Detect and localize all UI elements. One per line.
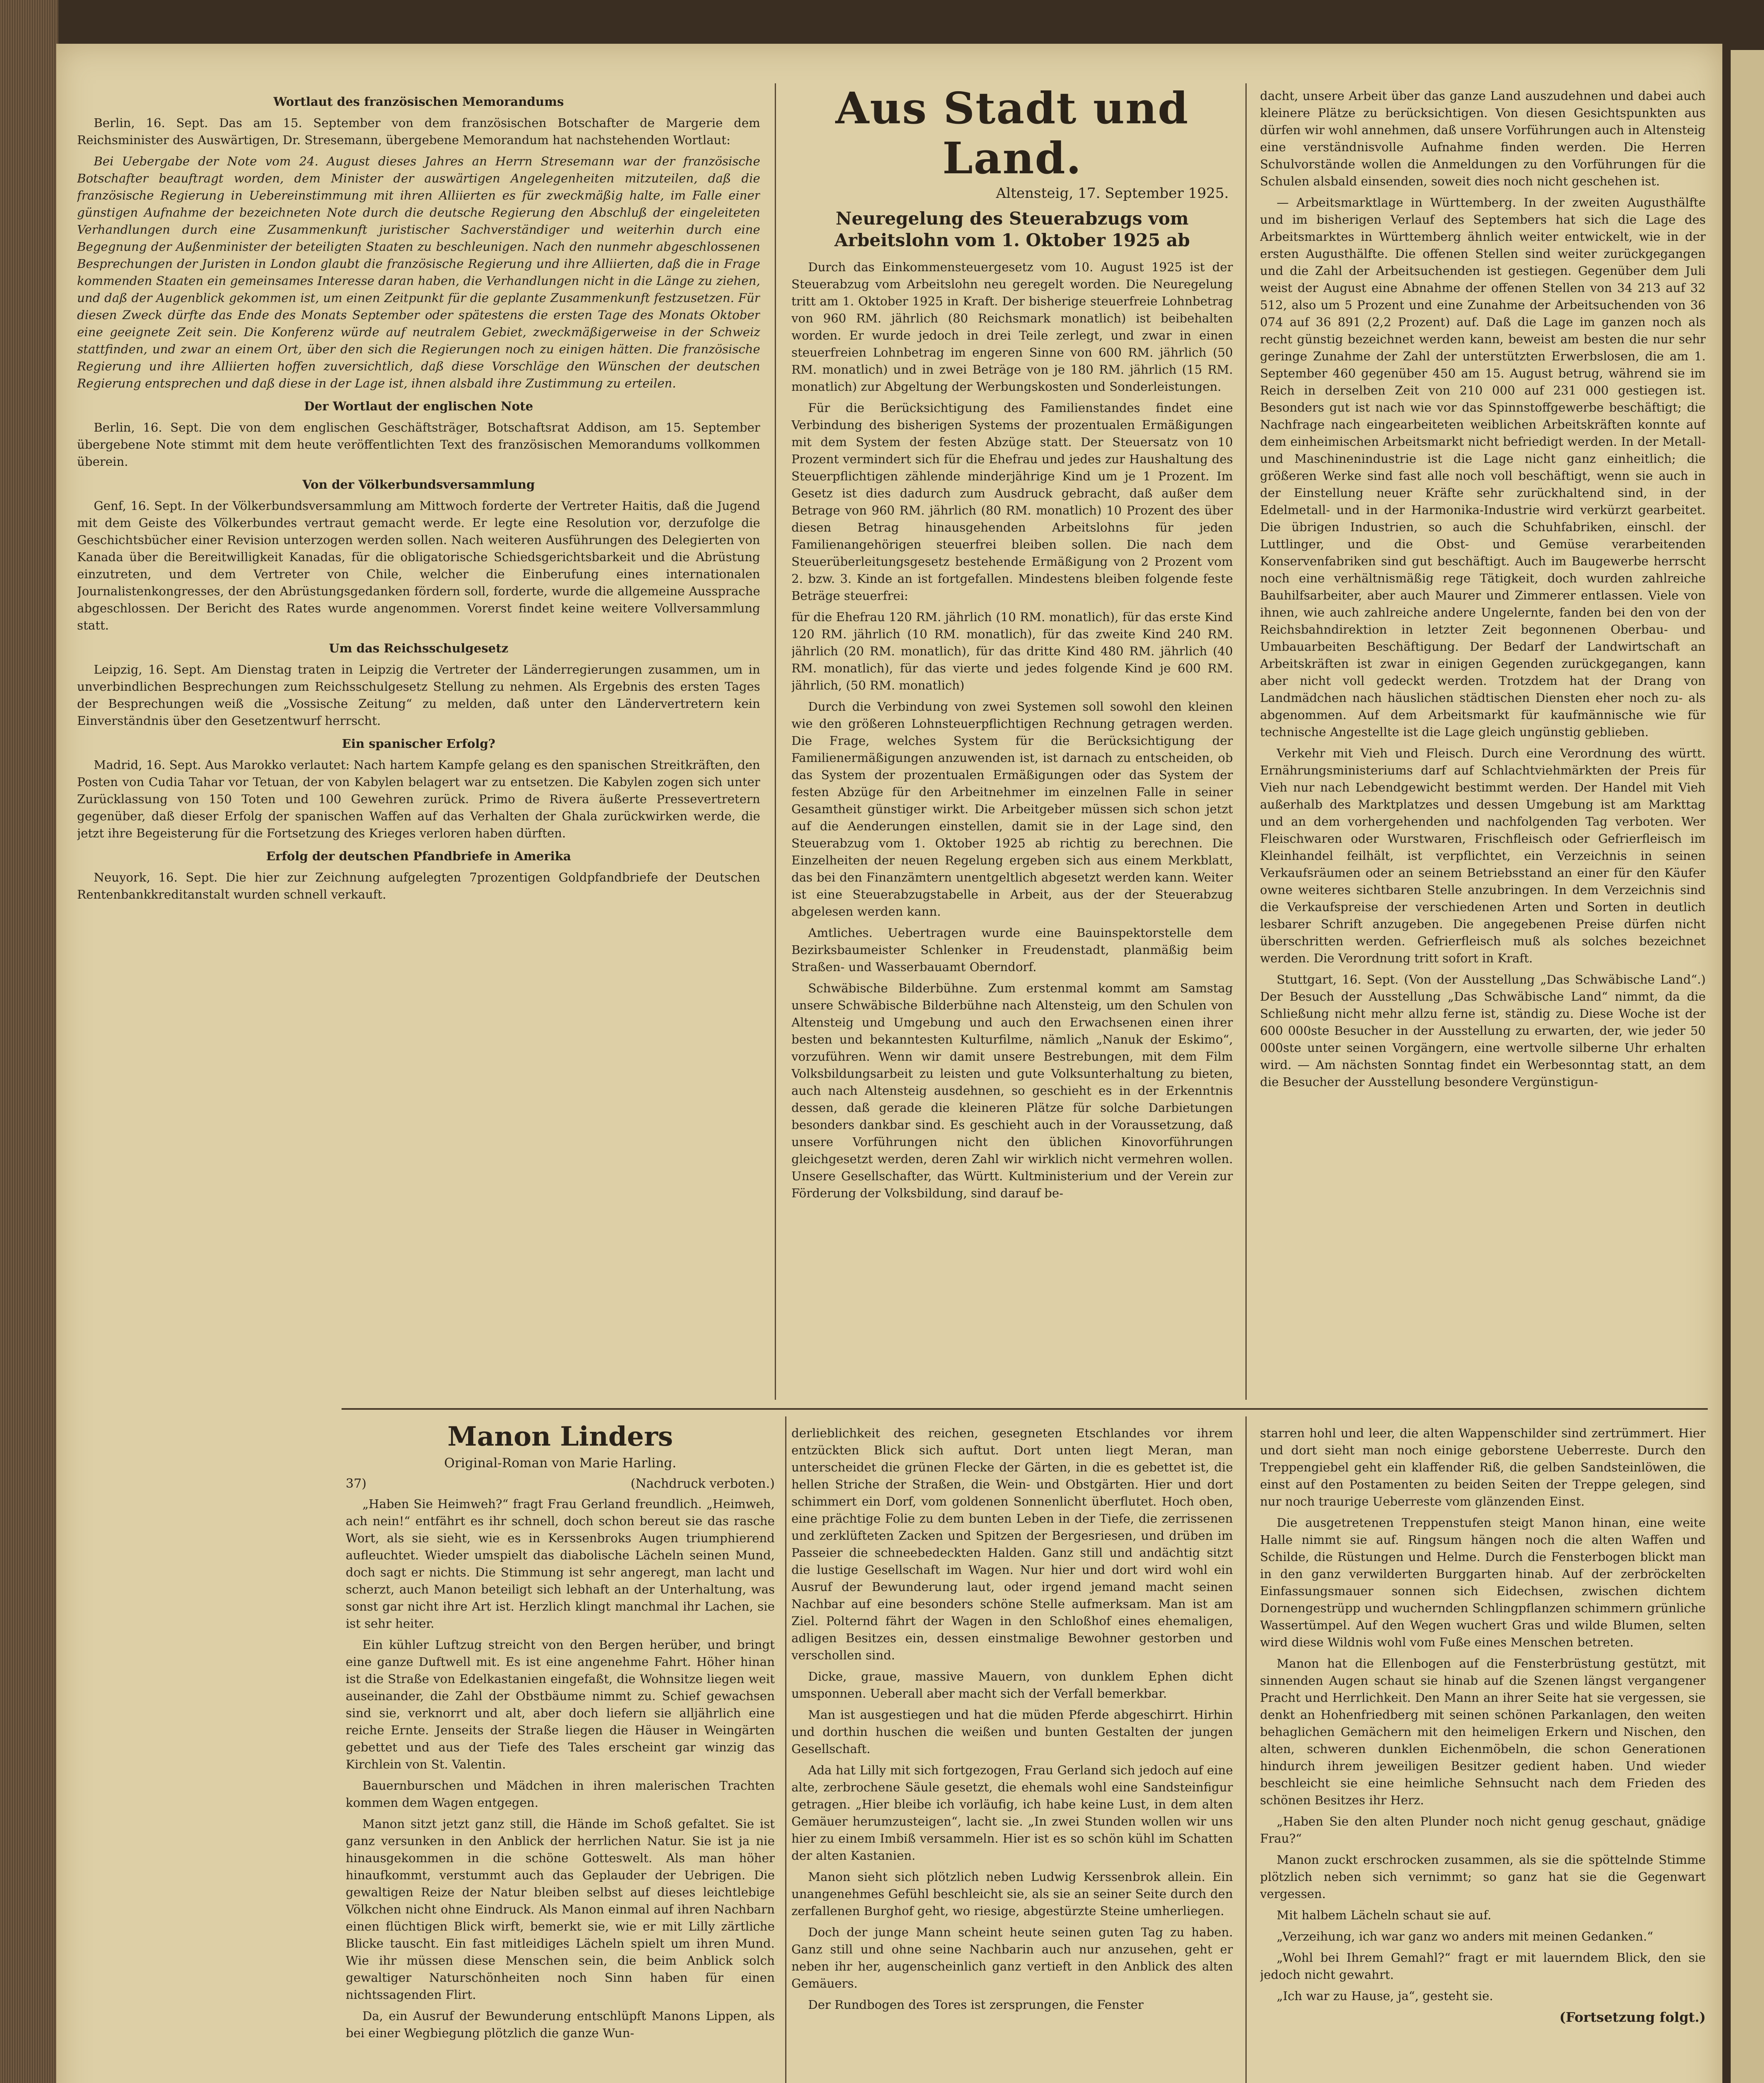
novel-paragraph: Ein kühler Luftzug streicht von den Bergen herüber, und bringt eine ganze Duftwell mit. Es ist eine angenehme Fahrt. Höher hinan ist die Straße von Edelkastanien eingefaßt, die Wohnsitze liegen weit auseinander, die Zahl der Obstbäume nimmt zu. Schief gewachsen sind sie, verknorrt und alt, aber doch liefern sie alljährlich eine reiche Ernte. Jenseits der Straße liegen die Häuser in Weingärten gebettet und aus der Tiefe des Tales erscheint gar winzig das Kirchlein von St. Valentin.: [346, 1638, 775, 1771]
section-masthead: Aus Stadt und Land.: [835, 83, 1189, 184]
article-paragraph: Schwäbische Bilderbühne. Zum erstenmal kommt am Samstag unsere Schwäbische Bilderbühne nach Altensteig, um den Schulen von Altensteig und Umgebung und auch den Erwachsenen einen ihrer besten und bekanntesten Kulturfilme, nämlich „Nanuk der Eskimo“, vorzuführen. Wenn wir damit unsere Bestrebungen, mit dem Film Volksbildungsarbeit zu leisten und gute Volksunterhaltung zu bieten, auch nach Altensteig ausdehnen, so geschieht es in der Erkenntnis dessen, daß gerade die kleineren Plätze für solche Darbietungen besonders dankbar sind. Es geschieht auch in der Voraussetzung, daß unsere Vorführungen nicht den üblichen Kinovorführungen gleichgesetzt werden, deren Zahl wir wirklich nicht vermehren wollen. Unsere Gesellschafter, das Württ. Kultministerium und der Verein zur Förderung der Volksbildung, sind darauf be-: [791, 981, 1233, 1200]
novel-column-1: [346, 1421, 775, 2083]
dateline: Altensteig, 17. September 1925.: [996, 185, 1229, 202]
article-paragraph: Bei Uebergabe der Note vom 24. August dieses Jahres an Herrn Stresemann war der französische Botschafter beauftragt worden, dem Minister der auswärtigen Angelegenheiten mitzuteilen, daß die französische Regierung in Uebereinstimmung mit ihren Alliierten es für zweckmäßig halte, im Falle einer günstigen Aufnahme der bezeichneten Note durch die deutsche Regierung den Abschluß der eingeleiteten Verhandlungen durch eine Zusammenkunft juristischer Sachverständiger und weiterhin durch eine Begegnung der Außenminister der beteiligten Staaten zu beschleunigen. Nach den nunmehr abgeschlossenen Besprechungen der Juristen in London glaubt die französische Regierung und ihre Alliierten, daß die in Frage kommenden Staaten ein gemeinsames Interesse daran haben, die Verhandlungen nicht in die Länge zu ziehen, und daß der Augenblick gekommen ist, um einen Zeitpunkt für die geplante Zusammenkunft festzusetzen. Für diesen Zweck dürfte das Ende des Monats September oder spätestens die ersten Tage des Monats Oktober eine geeignete Zeit sein. Die Konferenz würde auf neutralem Gebiet, zweckmäßigerweise in der Schweiz stattfinden, und zwar an einem Ort, über den sich die Regierungen noch zu einigen hätten. Die französische Regierung und ihre Alliierten hoffen zuversichtlich, daß diese Vorschläge den Wünschen der deutschen Regierung entsprechen und daß diese in der Lage ist, ihnen alsbald ihre Zustimmung zu erteilen.: [77, 154, 760, 390]
section-heading: Erfolg der deutschen Pfandbriefe in Amerika: [266, 849, 571, 863]
novel-paragraph: Mit halbem Lächeln schaut sie auf.: [1277, 1908, 1492, 1922]
article-title: Neuregelung des Steuerabzugs vom Arbeitslohn vom 1. Oktober 1925 ab: [834, 208, 1190, 250]
next-page-edge: [1731, 50, 1764, 2083]
novel-paragraph: starren hohl und leer, die alten Wappenschilder sind zertrümmert. Hier und dort sieht man noch einige geborstene Ueberreste. Durch den Treppengiebel geht ein klaffender Riß, die gelben Sandsteinlöwen, die einst auf den Postamenten zu beiden Seiten der Treppe gelegen, sind nur noch traurige Ueberreste vom glänzenden Einst.: [1260, 1426, 1706, 1509]
novel-paragraph: Manon hat die Ellenbogen auf die Fensterbrüstung gestützt, mit sinnenden Augen schaut sie hinab auf die Szenen längst vergangener Pracht und Herrlichkeit. Den Mann an ihrer Seite hat sie vergessen, sie denkt an Hohenfriedberg mit seinen schönen Parkanlagen, den weiten behaglichen Gemächern mit den heimeligen Erkern und Nischen, den alten, schweren dunklen Eichenmöbeln, die schon Generationen hindurch ihrem jeweiligen Besitzer gedient haben. Und wieder beschleicht sie eine heimliche Sehnsucht nach dem Frieden des schönen Besitzes ihr Herz.: [1260, 1656, 1706, 1807]
novel-paragraph: Doch der junge Mann scheint heute seinen guten Tag zu haben. Ganz still und ohne seine Nachbarin auch nur anzusehen, geht er neben ihr her, augenscheinlich ganz vertieft in den Anblick des alten Gemäuers.: [791, 1925, 1233, 1991]
article-paragraph: Genf, 16. Sept. In der Völkerbundsversammlung am Mittwoch forderte der Vertreter Haitis, daß die Jugend mit dem Geiste des Völkerbundes vertraut gemacht werde. Er legte eine Resolution vor, derzufolge die Geschichtsbücher einer Revision unterzogen werden sollen. Nach weiteren Ausführungen des Delegierten von Kanada über die Bereitwilligkeit Kanadas, für die obligatorische Schiedsgerichtsbarkeit und die Abrüstung einzutreten, und dem Vertreter von Chile, welcher die Einberufung eines internationalen Journalistenkongresses, der den Abrüstungsgedanken fördern soll, forderte, wurde die allgemeine Aussprache abgeschlossen. Der Bericht des Rates wurde angenommen. Vorerst findet keine weitere Vollversammlung statt.: [77, 499, 760, 632]
column-divider: [775, 83, 776, 1400]
section-heading: Ein spanischer Erfolg?: [342, 737, 496, 751]
novel-paragraph: Bauernburschen und Mädchen in ihren malerischen Trachten kommen dem Wagen entgegen.: [346, 1778, 775, 1810]
novel-paragraph: Ada hat Lilly mit sich fortgezogen, Frau Gerland sich jedoch auf eine alte, zerbrochene Säule gesetzt, die ehemals wohl eine Sandsteinfigur getragen. „Hier bleibe ich vorläufig, ich habe keine Lust, in dem alten Gemäuer herumzusteigen“, lacht sie. „In zwei Stunden wollen wir uns hier zu einem Imbiß versammeln. Hier ist es so schön kühl im Schatten der alten Kastanien.: [791, 1763, 1233, 1863]
continued-notice: (Fortsetzung folgt.): [1559, 2009, 1706, 2025]
article-paragraph: Berlin, 16. Sept. Das am 15. September von dem französischen Botschafter de Margerie dem Reichsminister des Auswärtigen, Dr. Stresemann, übergebene Memorandum hat nachstehenden Wortlaut:: [77, 116, 760, 147]
novel-column-3: [1260, 1425, 1706, 2083]
novel-paragraph: „Haben Sie Heimweh?“ fragt Frau Gerland freundlich. „Heimweh, ach nein!“ entfährt es ihr schnell, doch schon bereut sie das rasche Wort, als sie sieht, wie es in Kerssenbroks Augen triumphierend aufleuchtet. Wieder umspielt das diabolische Lächeln seinen Mund, doch sagt er nichts. Die Stimmung ist sehr angeregt, man lacht und scherzt, auch Manon beteiligt sich lebhaft an der Unterhaltung, was sonst gar nicht ihre Art ist. Herzlich klingt manchmal ihr Lachen, sie ist sehr heiter.: [346, 1497, 775, 1631]
novel-paragraph: „Ich war zu Hause, ja“, gesteht sie.: [1277, 1989, 1493, 2003]
column-divider: [1245, 1416, 1247, 2083]
episode-line: [346, 1475, 775, 1492]
article-paragraph: Stuttgart, 16. Sept. (Von der Ausstellung „Das Schwäbische Land“.) Der Besuch der Ausstellung „Das Schwäbische Land“ nimmt, da die Schließung nicht mehr allzu ferne ist, ständig zu. Diese Woche ist der 600 000ste Besucher in der Ausstellung zu erwarten, der, wie jeder 50 000ste unter seinen Vorgängern, eine wertvolle silberne Uhr erhalten wird. — Am nächsten Sonntag findet ein Werbesonntag statt, an dem die Besucher der Ausstellung besondere Vergünstigun-: [1260, 972, 1706, 1089]
novel-paragraph: Der Rundbogen des Tores ist zersprungen, die Fenster: [808, 1998, 1144, 2012]
reprint-notice: (Nachdruck verboten.): [630, 1476, 775, 1491]
novel-paragraph: „Verzeihung, ich war ganz wo anders mit meinen Gedanken.“: [1277, 1929, 1653, 1943]
novel-title: Manon Linders: [447, 1421, 673, 1452]
novel-byline: Original-Roman von Marie Harling.: [444, 1456, 676, 1471]
episode-number: 37): [346, 1476, 367, 1491]
novel-paragraph: „Haben Sie den alten Plunder noch nicht genug geschaut, gnädige Frau?“: [1260, 1814, 1706, 1846]
novel-paragraph: Manon sitzt jetzt ganz still, die Hände im Schoß gefaltet. Sie ist ganz versunken in den Anblick der herrlichen Natur. Sie ist ja nie hinausgekommen in die schöne Gotteswelt. Als man höher hinaufkommt, verstummt auch das Geplauder der Uebrigen. Die gewaltigen Reize der Natur bleiben selbst auf dieses leichtlebige Völkchen nicht ohne Eindruck. Als Manon einmal auf ihren Nachbarn einen flüchtigen Blick wirft, bemerkt sie, wie er mit Lilly zärtliche Blicke tauscht. Ein fast mitleidiges Lächeln spielt um ihren Mund. Wie ihr müssen diese Menschen sein, die beim Anblick solch gewaltiger Naturschönheiten noch Sinn haben für einen nichtssagenden Flirt.: [346, 1817, 775, 2002]
novel-paragraph: Manon zuckt erschrocken zusammen, als sie die spöttelnde Stimme plötzlich neben sich vernimmt; so ganz hat sie die Gegenwart vergessen.: [1260, 1853, 1706, 1901]
article-paragraph: Berlin, 16. Sept. Die von dem englischen Geschäftsträger, Botschaftsrat Addison, am 15. September übergebene Note stimmt mit dem heute veröffentlichten Text des französischen Memorandums vollkommen überein.: [77, 420, 760, 469]
novel-paragraph: Manon sieht sich plötzlich neben Ludwig Kerssenbrok allein. Ein unangenehmes Gefühl beschleicht sie, als sie an seiner Seite durch den zerfallenen Burghof geht, wo riesige, abgestürzte Steine umherliegen.: [791, 1870, 1233, 1918]
article-paragraph: — Arbeitsmarktlage in Württemberg. In der zweiten Augusthälfte und im bisherigen Verlauf des Septembers hat sich die Lage des Arbeitsmarktes in Württemberg ähnlich weiter entwickelt, wie in der ersten Augusthälfte. Die offenen Stellen sind weiter zurückgegangen und die Zahl der Arbeitsuchenden ist gestiegen. Gegenüber dem Juli weist der August eine Abnahme der offenen Stellen von 34 213 auf 32 512, also um 5 Prozent und eine Zunahme der Arbeitsuchenden von 36 074 auf 36 891 (2,2 Prozent) auf. Daß die Lage im ganzen noch als recht günstig bezeichnet werden kann, beweist am besten die nur sehr geringe Zunahme der Zahl der unterstützten Erwerbslosen, die am 1. September 460 gegenüber 450 am 15. August betrug, während sie im Reich in derselben Zeit von 210 000 auf 231 000 gestiegen ist. Besonders gut ist nach wie vor das Spinnstoffgewerbe beschäftigt; die Nachfrage nach eingearbeiteten weiblichen Arbeitskräften konnte auf dem einheimischen Arbeitsmarkt nicht befriedigt werden. In der Metall- und Maschinenindustrie ist die Lage nicht ganz einheitlich; die größeren Werke sind fast alle noch voll beschäftigt, wenn sie auch in der Einstellung neuer Kräfte sehr zurückhaltend sind, in der Edelmetall- und in der Harmonika-Industrie wird verkürzt gearbeitet. Die übrigen Industrien, so auch die Schuhfabriken, einschl. der Luttlinger, und die Obst- und Gemüse verarbeitenden Konservenfabriken sind gut beschäftigt. Auch im Baugewerbe herrscht noch eine verhältnismäßig rege Tätigkeit, doch wurden zahlreiche Bauhilfsarbeiter, aber auch Maurer und Zimmerer entlassen. Viele von ihnen, wie auch zahlreiche andere Ungelernte, fanden bei den von der Reichsbahndirektion in letzter Zeit begonnenen Oberbau- und Umbauarbeiten Beschäftigung. Der Bedarf der Landwirtschaft an Arbeitskräften ist zwar in einigen Gegenden zurückgegangen, kann aber nicht voll gedeckt werden. Trotzdem hat der Drang von Landmädchen nach häuslichen städtischen Diensten eher noch zu- als abgenommen. Auf dem Arbeitsmarkt für kaufmännische wie für technische Angestellte ist die Lage gleich ungünstig geblieben.: [1260, 195, 1706, 739]
article-paragraph: Leipzig, 16. Sept. Am Dienstag traten in Leipzig die Vertreter der Länderregierungen zusammen, um in unverbindlichen Besprechungen zum Reichsschulgesetz Stellung zu nehmen. Als Ergebnis des ersten Tages der Besprechungen weiß die „Vossische Zeitung“ zu melden, daß unter den Ländervertretern kein Einverständnis über den Gesetzentwurf herrscht.: [77, 662, 760, 728]
novel-paragraph: Dicke, graue, massive Mauern, von dunklem Ephen dicht umsponnen. Ueberall aber macht sich der Verfall bemerkbar.: [791, 1669, 1233, 1701]
novel-paragraph: Die ausgetretenen Treppenstufen steigt Manon hinan, eine weite Halle nimmt sie auf. Ringsum hängen noch die alten Waffen und Schilde, die Rüstungen und Helme. Durch die Fensterbogen blickt man in den ganz verwilderten Burggarten hinab. Auf der zerbröckelten Einfassungsmauer sonnen sich Eidechsen, zwischen dichtem Dornengestrüpp und wuchernden Schlingpflanzen schimmern grünliche Wassertümpel. Auf den Wegen wuchert Gras und wilde Blumen, selten wird diese Wildnis wohl vom Fuße eines Menschen betreten.: [1260, 1516, 1706, 1649]
book-spine-edge: [0, 0, 58, 2083]
column-regional-news: [1260, 87, 1706, 1400]
section-heading: Wortlaut des französischen Memorandums: [273, 95, 564, 109]
novel-column-2: [791, 1425, 1233, 2083]
article-paragraph: Verkehr mit Vieh und Fleisch. Durch eine Verordnung des württ. Ernährungsministeriums darf auf Schlachtviehmärkten der Preis für Vieh nur nach Lebendgewicht bestimmt werden. Der Handel mit Vieh außerhalb des Marktplatzes und dessen Umgebung ist am Markttag und an dem vorhergehenden und nachfolgenden Tag verboten. Wer Fleischwaren oder Wurstwaren, Frischfleisch oder Gefrierfleisch im Kleinhandel feilhält, ist verpflichtet, ein Verzeichnis in seinen Verkaufsräumen oder an seinem Betriebsstand an einer für den Käufer owne weiteres sichtbaren Stelle anzubringen. In dem Verzeichnis sind die Verkaufspreise der verschiedenen Arten und Sorten in deutlich lesbarer Schrift anzugeben. Die angegebenen Preise dürfen nicht überschritten werden. Gefrierfleisch muß als solches bezeichnet werden. Die Verordnung tritt sofort in Kraft.: [1260, 746, 1706, 965]
tax-allowance-list: für die Ehefrau 120 RM. jährlich (10 RM. monatlich), für das erste Kind 120 RM. jährlich (10 RM. monatlich), für das zweite Kind 240 RM. jährlich (20 RM. monatlich), für das dritte Kind 480 RM. jährlich (40 RM. monatlich), für das vierte und jedes folgende Kind je 600 RM. jährlich, (50 RM. monatlich): [791, 610, 1233, 692]
article-paragraph: Durch das Einkommensteuergesetz vom 10. August 1925 ist der Steuerabzug vom Arbeitslohn neu geregelt worden. Die Neuregelung tritt am 1. Oktober 1925 in Kraft. Der bisherige steuerfreie Lohnbetrag von 960 RM. jährlich (80 Reichsmark monatlich) ist beibehalten worden. Er wurde jedoch in drei Teile zerlegt, und zwar in einen steuerfreien Lohnbetrag im engeren Sinne von 600 RM. jährlich (50 RM. monatlich) und in zwei Beträge von je 180 RM. jährlich (15 RM. monatlich) zur Abgeltung der Werbungskosten und Sonderleistungen.: [791, 260, 1233, 394]
novel-paragraph: Da, ein Ausruf der Bewunderung entschlüpft Manons Lippen, als bei einer Wegbiegung plötzlich die ganze Wun-: [346, 2009, 775, 2040]
article-paragraph: Madrid, 16. Sept. Aus Marokko verlautet: Nach hartem Kampfe gelang es den spanischen Streitkräften, den Posten von Cudia Tahar vor Tetuan, der von Kabylen belagert war zu entsetzen. Die Kabylen zogen sich unter Zurücklassung von 150 Toten und 100 Gewehren zurück. Primo de Rivera äußerte Pressevertretern gegenüber, daß dieser Erfolg der spanischen Waffen auf das Verhalten der Ghala zurückwirken werde, die jetzt ihre Begeisterung für die Fortsetzung des Krieges verloren haben dürften.: [77, 758, 760, 840]
article-paragraph: dacht, unsere Arbeit über das ganze Land auszudehnen und dabei auch kleinere Plätze zu berücksichtigen. Von diesen Gesichtspunkten aus dürfen wir wohl annehmen, daß unsere Vorführungen auch in Altensteig eine verständnisvolle Aufnahme finden werden. Die Herren Schulvorstände wollen die Anmeldungen zu den Vorführungen für die Schulen alsbald einsenden, soweit dies noch nicht geschehen ist.: [1260, 89, 1706, 188]
column-divider: [1245, 83, 1247, 1400]
section-heading: Um das Reichsschulgesetz: [329, 641, 509, 655]
article-paragraph: Durch die Verbindung von zwei Systemen soll sowohl den kleinen wie den größeren Lohnsteuerpflichtigen Rechnung getragen werden. Die Frage, welches System für die Berücksichtigung der Familienermäßigungen anzuwenden ist, ist darnach zu entscheiden, ob das System der prozentualen Ermäßigungen oder das System der festen Abzüge für den Arbeitnehmer im einzelnen Falle in seiner Gesamtheit günstiger wirkt. Die Arbeitgeber müssen sich schon jetzt auf die Aenderungen einstellen, damit sie in der Lage sind, den Steuerabzug vom 1. Oktober 1925 ab richtig zu berechnen. Die Einzelheiten der neuen Regelung ergeben sich aus einem Merkblatt, das bei den Finanzämtern unentgeltlich abgesetzt werden kann. Weiter ist eine Steuerabzugstabelle in Arbeit, aus der der Steuerabzug abgelesen werden kann.: [791, 699, 1233, 919]
column-divider: [785, 1416, 786, 2083]
article-paragraph: Neuyork, 16. Sept. Die hier zur Zeichnung aufgelegten 7prozentigen Goldpfandbriefe der Deutschen Rentenbankkreditanstalt wurden schnell verkauft.: [77, 870, 760, 902]
section-heading: Von der Völkerbundsversammlung: [302, 477, 535, 492]
section-heading: Der Wortlaut der englischen Note: [304, 399, 533, 413]
article-paragraph: Amtliches. Uebertragen wurde eine Bauinspektorstelle dem Bezirksbaumeister Schlenker in Freudenstadt, planmäßig beim Straßen- und Wasserbauamt Oberndorf.: [791, 926, 1233, 974]
feuilleton-divider: [342, 1408, 1708, 1410]
novel-paragraph: „Wohl bei Ihrem Gemahl?“ fragt er mit lauerndem Blick, den sie jedoch nicht gewahrt.: [1260, 1951, 1706, 1982]
novel-paragraph: derlieblichkeit des reichen, gesegneten Etschlandes vor ihrem entzückten Blick sich auftut. Dort unten liegt Meran, man unterscheidet die grünen Flecke der Gärten, in die es gebettet ist, die hellen Striche der Straßen, die Wein- und Obstgärten. Hier und dort schimmert ein Dorf, vom goldenen Sonnenlicht überflutet. Hoch oben, eine prächtige Folie zu dem bunten Leben in der Tiefe, die zerrissenen und zerklüfteten Zacken und Spitzen der Bergesriesen, und drüben im Passeier die schneebedeckten Halden. Ganz still und andächtig sitzt die lustige Gesellschaft im Wagen. Nur hier und dort wird wohl ein Ausruf der Bewunderung laut, oder irgend jemand macht seinen Nachbar auf eine besonders schöne Stelle aufmerksam. Man ist am Ziel. Polternd fährt der Wagen in den Schloßhof eines ehemaligen, adligen Besitzes ein, dessen einstmalige Bewohner gestorben und verschollen sind.: [791, 1426, 1233, 1662]
column-local-news: [791, 83, 1233, 1400]
novel-paragraph: Man ist ausgestiegen und hat die müden Pferde abgeschirrt. Hirhin und dorthin huschen die weißen und bunten Gestalten der jungen Gesellschaft.: [791, 1708, 1233, 1756]
article-paragraph: Für die Berücksichtigung des Familienstandes findet eine Verbindung des bisherigen Systems der prozentualen Ermäßigungen mit dem System der festen Abzüge statt. Der Steuersatz von 10 Prozent vermindert sich für die Ehefrau und jedes zur Haushaltung des Steuerpflichtigen zählende minderjährige Kind um je 1 Prozent. Im Gesetz ist dies dadurch zum Ausdruck gebracht, daß außer dem Betrage von 960 RM. jährlich (80 RM. monatlich) 10 Prozent des über diesen Betrag hinausgehenden Arbeitslohns für jeden Familienangehörigen steuerfrei bleiben sollen. Die nach dem Steuerüberleitungsgesetz bestehende Ermäßigung von 2 Prozent vom 2. bzw. 3. Kinde an ist fortgefallen. Mindestens bleiben folgende feste Beträge steuerfrei:: [791, 401, 1233, 603]
column-political-news: [77, 87, 760, 1400]
